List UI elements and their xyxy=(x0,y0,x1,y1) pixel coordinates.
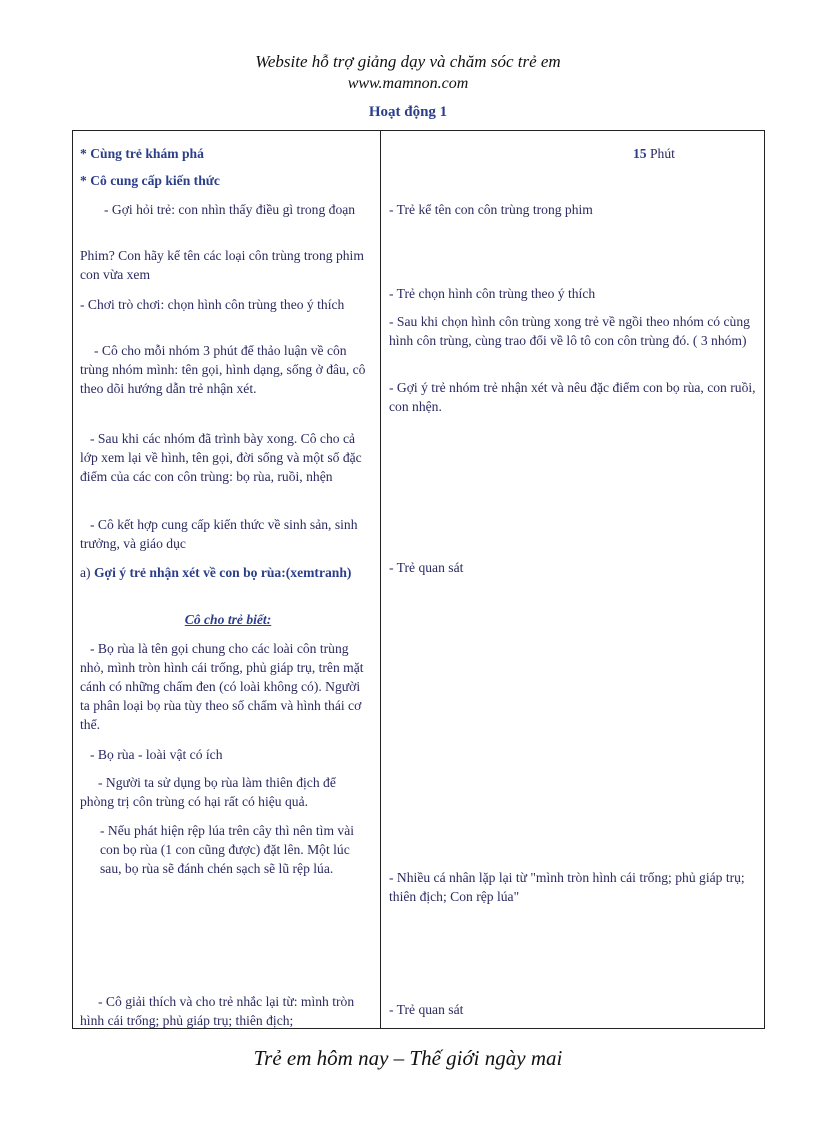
left-item: - Sau khi các nhóm đã trình bày xong. Cô cho cả lớp xem lại về hình, tên gọi, đời sống và một số đặc điểm của các con côn trùng: bọ rùa, ruồi, nhện xyxy=(80,431,362,484)
left-heading-explore: * Cùng trẻ khám phá xyxy=(80,146,204,161)
right-item: - Trẻ quan sát xyxy=(389,560,464,575)
left-item: - Bọ rùa là tên gọi chung cho các loài côn trùng nhỏ, mình tròn hình cái trống, phủ giáp trụ, trên mặt cánh có những chấm đen (có loài không có). Người ta phân loại bọ rùa tùy theo số chấm và hình thái cơ thể. xyxy=(80,641,364,732)
subsection-title: Gợi ý trẻ nhận xét về con bọ rùa:(xemtranh) xyxy=(93,565,352,580)
left-item: - Nếu phát hiện rệp lúa trên cây thì nên tìm vài con bọ rùa (1 con cũng được) đặt lên. Một lúc sau, bọ rùa sẽ đánh chén sạch sẽ lũ rệp lúa. xyxy=(100,823,355,876)
left-item: - Người ta sử dụng bọ rùa làm thiên địch để phòng trị côn trùng có hại rất có hiệu quả. xyxy=(80,775,336,809)
left-heading-knowledge: * Cô cung cấp kiến thức xyxy=(80,173,220,188)
column-divider xyxy=(380,131,381,1028)
right-item: - Trẻ kể tên con côn trùng trong phim xyxy=(389,202,593,217)
duration-label xyxy=(633,144,723,163)
left-item: - Bọ rùa - loài vật có ích xyxy=(90,747,223,762)
right-item: - Trẻ quan sát xyxy=(389,1002,464,1017)
left-item: - Chơi trò chơi: chọn hình côn trùng theo ý thích xyxy=(80,297,345,312)
website-title: Website hỗ trợ giảng dạy và chăm sóc trẻ em xyxy=(255,52,561,71)
right-item: - Sau khi chọn hình côn trùng xong trẻ về ngồi theo nhóm có cùng hình côn trùng, cùng trao đổi về lô tô con côn trùng đó. ( 3 nhóm) xyxy=(389,314,750,348)
left-item: Phim? Con hãy kể tên các loại côn trùng trong phim con vừa xem xyxy=(80,248,364,282)
left-item: - Gợi hỏi trẻ: con nhìn thấy điều gì trong đoạn xyxy=(104,202,356,217)
website-url[interactable]: www.mamnon.com xyxy=(347,75,469,92)
subsection-letter: a) xyxy=(80,565,94,580)
duration-value: 15 xyxy=(633,146,647,161)
left-item: - Cô cho mỗi nhóm 3 phút để thảo luận về côn trùng nhóm mình: tên gọi, hình dạng, sống ở đâu, cô theo dõi hướng dẫn trẻ nhận xét. xyxy=(80,343,366,396)
right-item: - Gợi ý trẻ nhóm trẻ nhận xét và nêu đặc điểm con bọ rùa, con ruồi, con nhện. xyxy=(389,380,756,414)
right-item: - Nhiều cá nhân lặp lại từ "mình tròn hình cái trống; phủ giáp trụ; thiên địch; Con rệp lúa" xyxy=(389,870,745,904)
activity-title: Hoạt động 1 xyxy=(368,104,448,120)
footer-slogan: Trẻ em hôm nay – Thế giới ngày mai xyxy=(253,1046,563,1070)
left-subheading-teacher: Cô cho trẻ biết: xyxy=(184,612,272,627)
left-subsection-a xyxy=(80,563,370,582)
activity-table xyxy=(72,130,765,1029)
right-item: - Trẻ chọn hình côn trùng theo ý thích xyxy=(389,286,596,301)
duration-unit: Phút xyxy=(650,146,675,161)
left-item: - Cô giải thích và cho trẻ nhắc lại từ: mình tròn hình cái trống; phủ giáp trụ; thiên địch; xyxy=(80,994,355,1028)
left-item: - Cô kết hợp cung cấp kiến thức về sinh sản, sinh trưởng, và giáo dục xyxy=(80,517,358,551)
